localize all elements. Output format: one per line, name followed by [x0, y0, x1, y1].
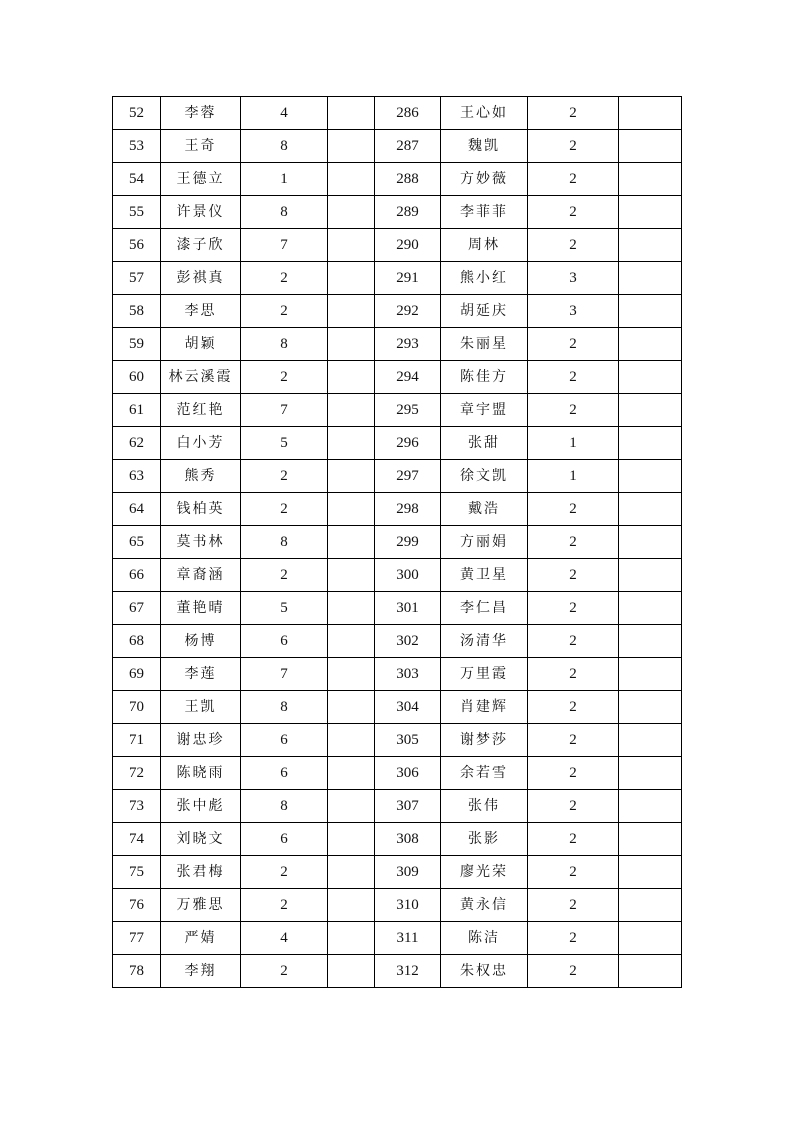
serial-number-left: 54 [113, 163, 161, 196]
serial-number-left: 78 [113, 955, 161, 988]
count-left: 4 [241, 922, 328, 955]
table-row [113, 328, 682, 361]
blank-cell-right [619, 955, 682, 988]
count-left: 2 [241, 262, 328, 295]
count-right: 2 [528, 97, 619, 130]
table-row [113, 460, 682, 493]
serial-number-right: 303 [375, 658, 441, 691]
table-row [113, 790, 682, 823]
roster-table [112, 96, 682, 988]
count-right: 2 [528, 130, 619, 163]
serial-number-right: 309 [375, 856, 441, 889]
person-name-left: 胡颖 [161, 328, 241, 361]
blank-cell-right [619, 625, 682, 658]
serial-number-left: 69 [113, 658, 161, 691]
blank-cell-left [328, 460, 375, 493]
serial-number-right: 290 [375, 229, 441, 262]
serial-number-right: 311 [375, 922, 441, 955]
person-name-left: 刘晓文 [161, 823, 241, 856]
serial-number-right: 293 [375, 328, 441, 361]
person-name-left: 严婧 [161, 922, 241, 955]
blank-cell-right [619, 493, 682, 526]
count-left: 2 [241, 856, 328, 889]
serial-number-right: 308 [375, 823, 441, 856]
person-name-right: 廖光荣 [441, 856, 528, 889]
blank-cell-right [619, 163, 682, 196]
person-name-left: 莫书林 [161, 526, 241, 559]
blank-cell-left [328, 823, 375, 856]
table-row [113, 196, 682, 229]
person-name-right: 周林 [441, 229, 528, 262]
table-row [113, 856, 682, 889]
person-name-right: 方妙薇 [441, 163, 528, 196]
serial-number-left: 58 [113, 295, 161, 328]
count-right: 1 [528, 460, 619, 493]
serial-number-left: 68 [113, 625, 161, 658]
blank-cell-right [619, 691, 682, 724]
count-right: 2 [528, 328, 619, 361]
table-row [113, 592, 682, 625]
blank-cell-left [328, 691, 375, 724]
serial-number-left: 61 [113, 394, 161, 427]
person-name-right: 方丽娟 [441, 526, 528, 559]
table-row [113, 691, 682, 724]
count-left: 8 [241, 130, 328, 163]
blank-cell-right [619, 229, 682, 262]
count-left: 2 [241, 889, 328, 922]
serial-number-left: 65 [113, 526, 161, 559]
serial-number-left: 73 [113, 790, 161, 823]
blank-cell-left [328, 328, 375, 361]
blank-cell-left [328, 592, 375, 625]
person-name-left: 白小芳 [161, 427, 241, 460]
serial-number-right: 295 [375, 394, 441, 427]
person-name-left: 李莲 [161, 658, 241, 691]
count-right: 2 [528, 229, 619, 262]
count-left: 8 [241, 691, 328, 724]
blank-cell-left [328, 394, 375, 427]
blank-cell-right [619, 427, 682, 460]
count-right: 2 [528, 691, 619, 724]
count-left: 8 [241, 328, 328, 361]
person-name-left: 钱柏英 [161, 493, 241, 526]
count-right: 2 [528, 724, 619, 757]
blank-cell-left [328, 790, 375, 823]
serial-number-right: 301 [375, 592, 441, 625]
person-name-left: 彭祺真 [161, 262, 241, 295]
serial-number-right: 307 [375, 790, 441, 823]
person-name-left: 林云溪霞 [161, 361, 241, 394]
count-left: 5 [241, 427, 328, 460]
person-name-left: 张君梅 [161, 856, 241, 889]
table-row [113, 757, 682, 790]
person-name-left: 王奇 [161, 130, 241, 163]
person-name-right: 肖建辉 [441, 691, 528, 724]
count-right: 2 [528, 592, 619, 625]
serial-number-left: 76 [113, 889, 161, 922]
count-left: 2 [241, 493, 328, 526]
person-name-right: 张伟 [441, 790, 528, 823]
serial-number-right: 306 [375, 757, 441, 790]
serial-number-left: 55 [113, 196, 161, 229]
count-left: 4 [241, 97, 328, 130]
serial-number-right: 287 [375, 130, 441, 163]
serial-number-left: 59 [113, 328, 161, 361]
table-row [113, 295, 682, 328]
count-left: 6 [241, 757, 328, 790]
table-row [113, 658, 682, 691]
blank-cell-left [328, 361, 375, 394]
count-right: 2 [528, 625, 619, 658]
count-left: 7 [241, 394, 328, 427]
count-left: 2 [241, 295, 328, 328]
person-name-right: 汤清华 [441, 625, 528, 658]
serial-number-right: 289 [375, 196, 441, 229]
table-row [113, 889, 682, 922]
count-right: 2 [528, 394, 619, 427]
blank-cell-right [619, 559, 682, 592]
blank-cell-left [328, 625, 375, 658]
count-left: 8 [241, 196, 328, 229]
person-name-left: 许景仪 [161, 196, 241, 229]
blank-cell-left [328, 295, 375, 328]
person-name-right: 魏凯 [441, 130, 528, 163]
count-right: 2 [528, 922, 619, 955]
person-name-left: 章裔涵 [161, 559, 241, 592]
serial-number-left: 67 [113, 592, 161, 625]
person-name-left: 万雅思 [161, 889, 241, 922]
count-left: 8 [241, 790, 328, 823]
blank-cell-left [328, 229, 375, 262]
person-name-right: 陈洁 [441, 922, 528, 955]
blank-cell-left [328, 526, 375, 559]
table-row [113, 559, 682, 592]
blank-cell-left [328, 757, 375, 790]
serial-number-left: 74 [113, 823, 161, 856]
count-left: 2 [241, 955, 328, 988]
blank-cell-right [619, 724, 682, 757]
serial-number-right: 312 [375, 955, 441, 988]
table-row [113, 823, 682, 856]
serial-number-right: 302 [375, 625, 441, 658]
blank-cell-left [328, 856, 375, 889]
serial-number-right: 292 [375, 295, 441, 328]
blank-cell-right [619, 526, 682, 559]
serial-number-right: 310 [375, 889, 441, 922]
count-right: 2 [528, 196, 619, 229]
count-right: 3 [528, 262, 619, 295]
person-name-left: 李蓉 [161, 97, 241, 130]
serial-number-left: 66 [113, 559, 161, 592]
person-name-left: 杨博 [161, 625, 241, 658]
serial-number-right: 291 [375, 262, 441, 295]
blank-cell-right [619, 262, 682, 295]
person-name-left: 董艳晴 [161, 592, 241, 625]
blank-cell-left [328, 955, 375, 988]
table-row [113, 394, 682, 427]
person-name-left: 王凯 [161, 691, 241, 724]
person-name-left: 熊秀 [161, 460, 241, 493]
table-row [113, 526, 682, 559]
blank-cell-right [619, 658, 682, 691]
serial-number-left: 75 [113, 856, 161, 889]
table-row [113, 361, 682, 394]
table-row [113, 229, 682, 262]
blank-cell-left [328, 262, 375, 295]
blank-cell-left [328, 922, 375, 955]
person-name-left: 王德立 [161, 163, 241, 196]
person-name-left: 漆子欣 [161, 229, 241, 262]
person-name-right: 王心如 [441, 97, 528, 130]
serial-number-left: 71 [113, 724, 161, 757]
count-left: 1 [241, 163, 328, 196]
count-right: 2 [528, 658, 619, 691]
count-left: 6 [241, 724, 328, 757]
table-row [113, 163, 682, 196]
person-name-right: 熊小红 [441, 262, 528, 295]
serial-number-right: 286 [375, 97, 441, 130]
count-left: 5 [241, 592, 328, 625]
serial-number-left: 62 [113, 427, 161, 460]
person-name-left: 李翔 [161, 955, 241, 988]
table-row [113, 493, 682, 526]
blank-cell-right [619, 460, 682, 493]
roster-table-body [113, 97, 682, 988]
blank-cell-right [619, 361, 682, 394]
blank-cell-left [328, 130, 375, 163]
blank-cell-left [328, 493, 375, 526]
blank-cell-right [619, 328, 682, 361]
serial-number-left: 72 [113, 757, 161, 790]
person-name-right: 万里霞 [441, 658, 528, 691]
blank-cell-left [328, 889, 375, 922]
blank-cell-left [328, 196, 375, 229]
serial-number-left: 56 [113, 229, 161, 262]
blank-cell-right [619, 790, 682, 823]
serial-number-right: 304 [375, 691, 441, 724]
person-name-right: 余若雪 [441, 757, 528, 790]
serial-number-right: 300 [375, 559, 441, 592]
person-name-left: 张中彪 [161, 790, 241, 823]
count-left: 2 [241, 361, 328, 394]
blank-cell-right [619, 823, 682, 856]
table-row [113, 427, 682, 460]
count-left: 8 [241, 526, 328, 559]
person-name-left: 李思 [161, 295, 241, 328]
person-name-right: 戴浩 [441, 493, 528, 526]
person-name-right: 李仁昌 [441, 592, 528, 625]
blank-cell-right [619, 130, 682, 163]
blank-cell-right [619, 592, 682, 625]
person-name-right: 朱丽星 [441, 328, 528, 361]
count-right: 2 [528, 559, 619, 592]
serial-number-right: 298 [375, 493, 441, 526]
count-left: 6 [241, 625, 328, 658]
count-left: 6 [241, 823, 328, 856]
blank-cell-right [619, 889, 682, 922]
table-row [113, 262, 682, 295]
serial-number-left: 53 [113, 130, 161, 163]
person-name-right: 徐文凯 [441, 460, 528, 493]
count-right: 2 [528, 790, 619, 823]
count-right: 2 [528, 856, 619, 889]
serial-number-left: 57 [113, 262, 161, 295]
blank-cell-left [328, 658, 375, 691]
blank-cell-right [619, 394, 682, 427]
person-name-right: 张影 [441, 823, 528, 856]
person-name-right: 李菲菲 [441, 196, 528, 229]
person-name-right: 陈佳方 [441, 361, 528, 394]
person-name-right: 胡延庆 [441, 295, 528, 328]
serial-number-left: 60 [113, 361, 161, 394]
count-right: 2 [528, 823, 619, 856]
serial-number-right: 296 [375, 427, 441, 460]
table-row [113, 922, 682, 955]
blank-cell-right [619, 757, 682, 790]
blank-cell-left [328, 97, 375, 130]
serial-number-right: 294 [375, 361, 441, 394]
table-row [113, 130, 682, 163]
table-row [113, 724, 682, 757]
count-left: 2 [241, 460, 328, 493]
count-right: 2 [528, 361, 619, 394]
table-row [113, 625, 682, 658]
serial-number-right: 299 [375, 526, 441, 559]
count-right: 2 [528, 526, 619, 559]
serial-number-right: 297 [375, 460, 441, 493]
person-name-right: 张甜 [441, 427, 528, 460]
blank-cell-right [619, 856, 682, 889]
person-name-right: 朱权忠 [441, 955, 528, 988]
count-right: 1 [528, 427, 619, 460]
person-name-left: 谢忠珍 [161, 724, 241, 757]
person-name-right: 黄卫星 [441, 559, 528, 592]
count-right: 2 [528, 493, 619, 526]
blank-cell-right [619, 196, 682, 229]
serial-number-right: 305 [375, 724, 441, 757]
count-left: 7 [241, 658, 328, 691]
serial-number-left: 70 [113, 691, 161, 724]
count-right: 2 [528, 163, 619, 196]
serial-number-left: 77 [113, 922, 161, 955]
count-left: 2 [241, 559, 328, 592]
serial-number-left: 52 [113, 97, 161, 130]
blank-cell-left [328, 427, 375, 460]
blank-cell-left [328, 724, 375, 757]
serial-number-left: 63 [113, 460, 161, 493]
blank-cell-right [619, 922, 682, 955]
person-name-right: 谢梦莎 [441, 724, 528, 757]
count-right: 2 [528, 889, 619, 922]
person-name-left: 范红艳 [161, 394, 241, 427]
person-name-right: 章宇盟 [441, 394, 528, 427]
count-right: 2 [528, 955, 619, 988]
blank-cell-right [619, 97, 682, 130]
serial-number-right: 288 [375, 163, 441, 196]
count-left: 7 [241, 229, 328, 262]
serial-number-left: 64 [113, 493, 161, 526]
count-right: 3 [528, 295, 619, 328]
person-name-left: 陈晓雨 [161, 757, 241, 790]
blank-cell-right [619, 295, 682, 328]
table-row [113, 955, 682, 988]
blank-cell-left [328, 163, 375, 196]
person-name-right: 黄永信 [441, 889, 528, 922]
count-right: 2 [528, 757, 619, 790]
blank-cell-left [328, 559, 375, 592]
table-row [113, 97, 682, 130]
